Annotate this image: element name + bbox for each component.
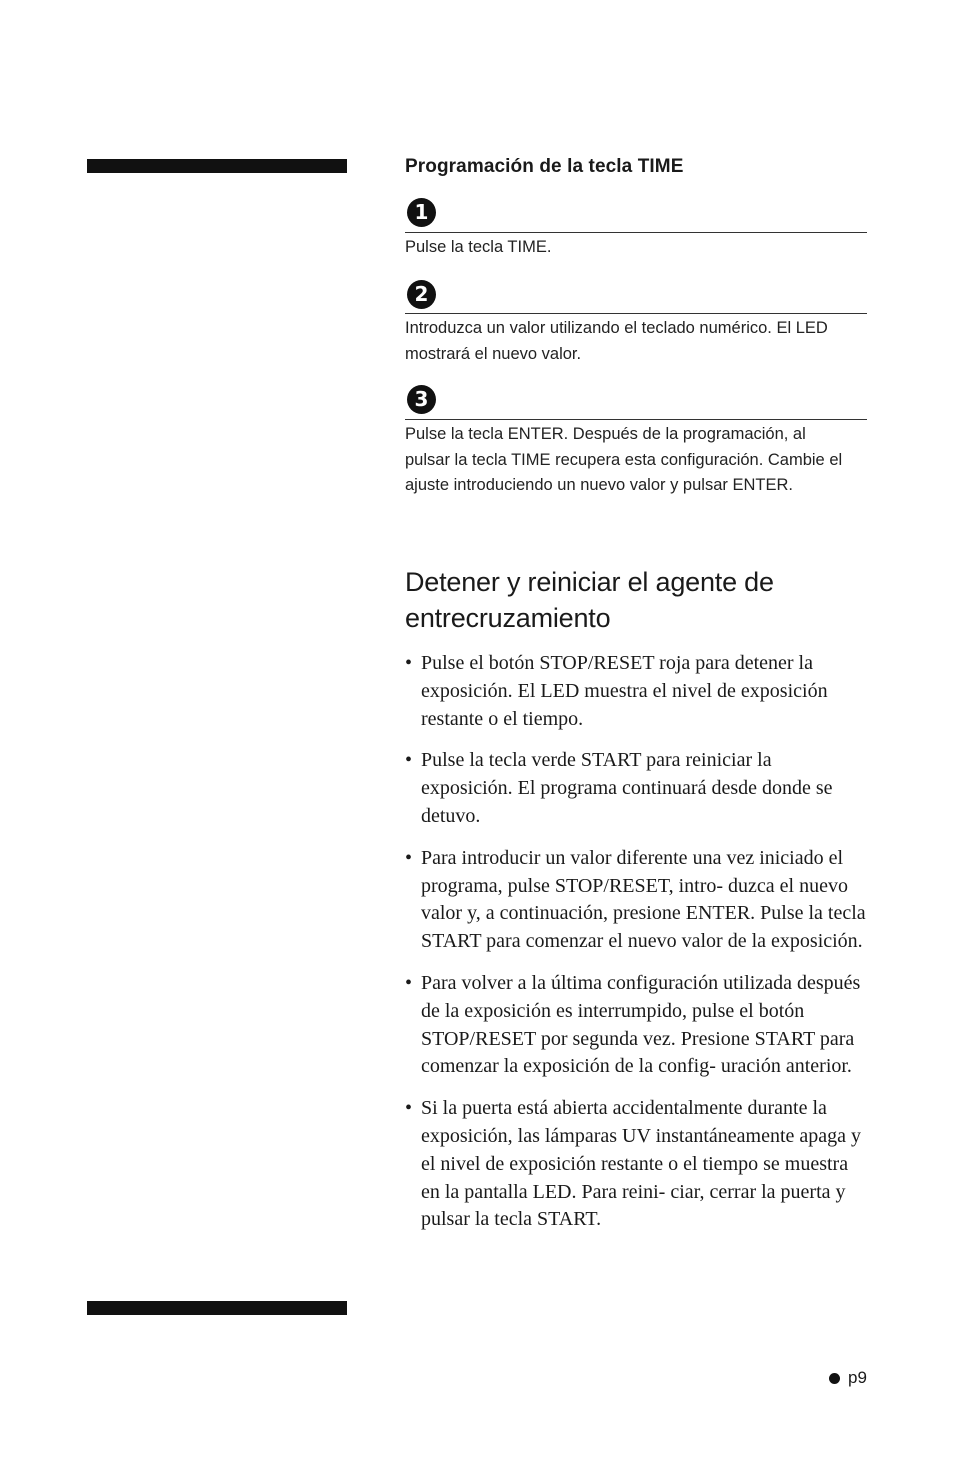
step-3-text: Pulse la tecla ENTER. Después de la programación, al pulsar la tecla TIME recupera esta configuración. Cambie el ajuste introduciendo un nuevo valor y pulsar ENTER.	[405, 425, 843, 494]
list-item	[405, 650, 867, 733]
list-item	[405, 1095, 867, 1234]
list-item	[405, 845, 867, 956]
list-item-text: Pulse la tecla verde START para reiniciar la exposición. El programa continuará desde donde se detuvo.	[421, 749, 833, 827]
top-margin-bar	[87, 159, 347, 173]
list-item-text: Pulse el botón STOP/RESET roja para detener la exposición. El LED muestra el nivel de exposición restante o el tiempo.	[421, 652, 828, 730]
step-1-number-icon: 1	[407, 198, 436, 227]
list-item-text: Para introducir un valor diferente una vez iniciado el programa, pulse STOP/RESET, intro- duzca el nuevo valor y, a continuación, presione ENTER. Pulse la tecla START para comenzar el nuevo valor de la exposición.	[421, 846, 866, 953]
list-item	[405, 970, 867, 1081]
page-number	[829, 1368, 867, 1388]
bullet-icon: •	[405, 971, 413, 994]
step-2-rule	[405, 313, 867, 314]
subheading: Programación de la tecla TIME	[405, 156, 684, 177]
step-1-rule	[405, 232, 867, 233]
step-3-number-icon: 3	[407, 385, 436, 414]
page-number-label: p9	[848, 1368, 867, 1387]
bullet-icon: •	[405, 749, 413, 772]
bullet-icon: •	[405, 846, 413, 869]
bullet-list	[405, 650, 867, 1248]
step-2-text: Introduzca un valor utilizando el teclado numérico. El LED mostrará el nuevo valor.	[405, 319, 828, 363]
bottom-margin-bar	[87, 1301, 347, 1315]
page-dot-icon	[829, 1373, 840, 1384]
list-item	[405, 747, 867, 830]
list-item-text: Para volver a la última configuración utilizada después de la exposición es interrumpido, pulse el botón STOP/RESET por segunda vez. Presione START para comenzar la exposición de la config- uración anterior.	[421, 971, 861, 1078]
bullet-icon: •	[405, 652, 413, 674]
step-1-text: Pulse la tecla TIME.	[405, 238, 552, 256]
list-item-text: Si la puerta está abierta accidentalmente durante la exposición, las lámparas UV instantáneamente apaga y el nivel de exposición restante o el tiempo se muestra en la pantalla LED. Para reini- ciar, cerrar la puerta y pulsar la tecla START.	[421, 1097, 862, 1231]
section-title: Detener y reiniciar el agente de entrecruzamiento	[405, 567, 774, 633]
step-3-rule	[405, 419, 867, 420]
bullet-icon: •	[405, 1097, 413, 1120]
step-2-number-icon: 2	[407, 280, 436, 309]
